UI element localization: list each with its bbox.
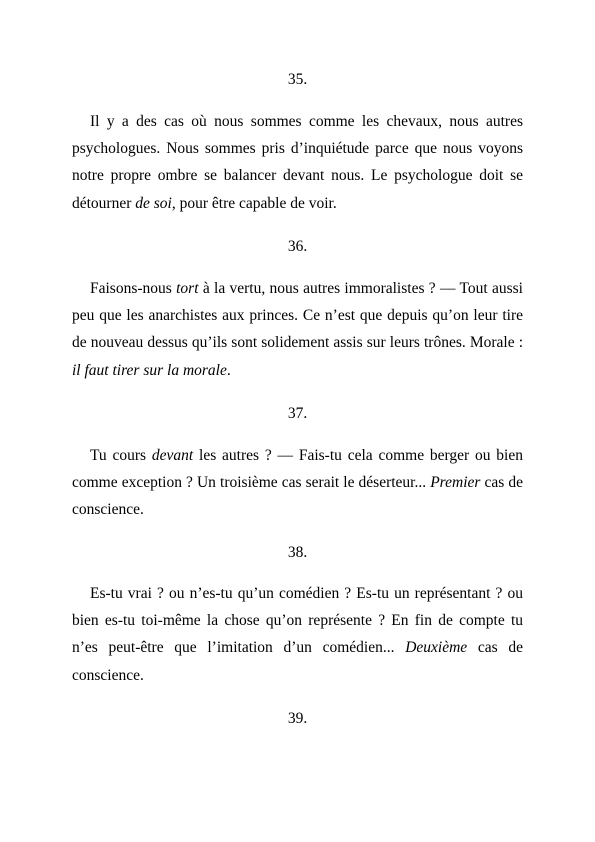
section-number-35: 35. (287, 71, 308, 88)
text-run: Tu cours (90, 447, 152, 464)
text-run: Il y a des cas où nous sommes comme les chevaux, nous autres psychologues. Nous sommes pris d’inquiétude parce que nous voyons notre propre ombre se balancer devant nous. Le psychologue doit se détourner (72, 113, 523, 212)
text-run: à la vertu, nous autres immoralistes ? — Tout aussi peu que les anarchistes aux princes. Ce n’est que depuis qu’on leur tire de nouveau dessus qu’ils sont solidement assis sur leurs trônes. Morale : (72, 280, 523, 352)
italic-text: Deuxième (405, 639, 468, 657)
text-run: cas de conscience. (72, 474, 523, 519)
text-run: , pour être capable de voir. (171, 194, 337, 212)
text-run: cas de conscience. (72, 639, 523, 684)
text-run: . (226, 361, 231, 379)
text-run: Es-tu vrai ? ou n’es-tu qu’un comédien ? Es-tu un représentant ? ou bien es-tu toi-même la chose qu’on représente ? En fin de compte tu n’es peut-être que l’imitation d’un comédien... (72, 585, 523, 657)
paragraph-38 (72, 580, 523, 689)
italic-text: devant (151, 447, 194, 464)
section-number-36: 36. (287, 238, 308, 255)
paragraph-36 (72, 275, 523, 384)
text-run: Faisons-nous (90, 280, 177, 297)
section-number-38: 38. (287, 544, 308, 561)
section-number-37: 37. (287, 405, 308, 422)
italic-text: il faut tirer sur la morale (72, 361, 227, 379)
paragraph-35 (72, 108, 523, 217)
section-number-39: 39. (287, 710, 308, 727)
text-run: les autres ? — Fais-tu cela comme berger ou bien comme exception ? Un troisième cas serait le déserteur... (72, 447, 523, 492)
italic-text: Premier (430, 474, 481, 492)
italic-text: de soi (135, 194, 172, 212)
paragraph-37 (72, 442, 523, 524)
italic-text: tort (176, 280, 199, 297)
